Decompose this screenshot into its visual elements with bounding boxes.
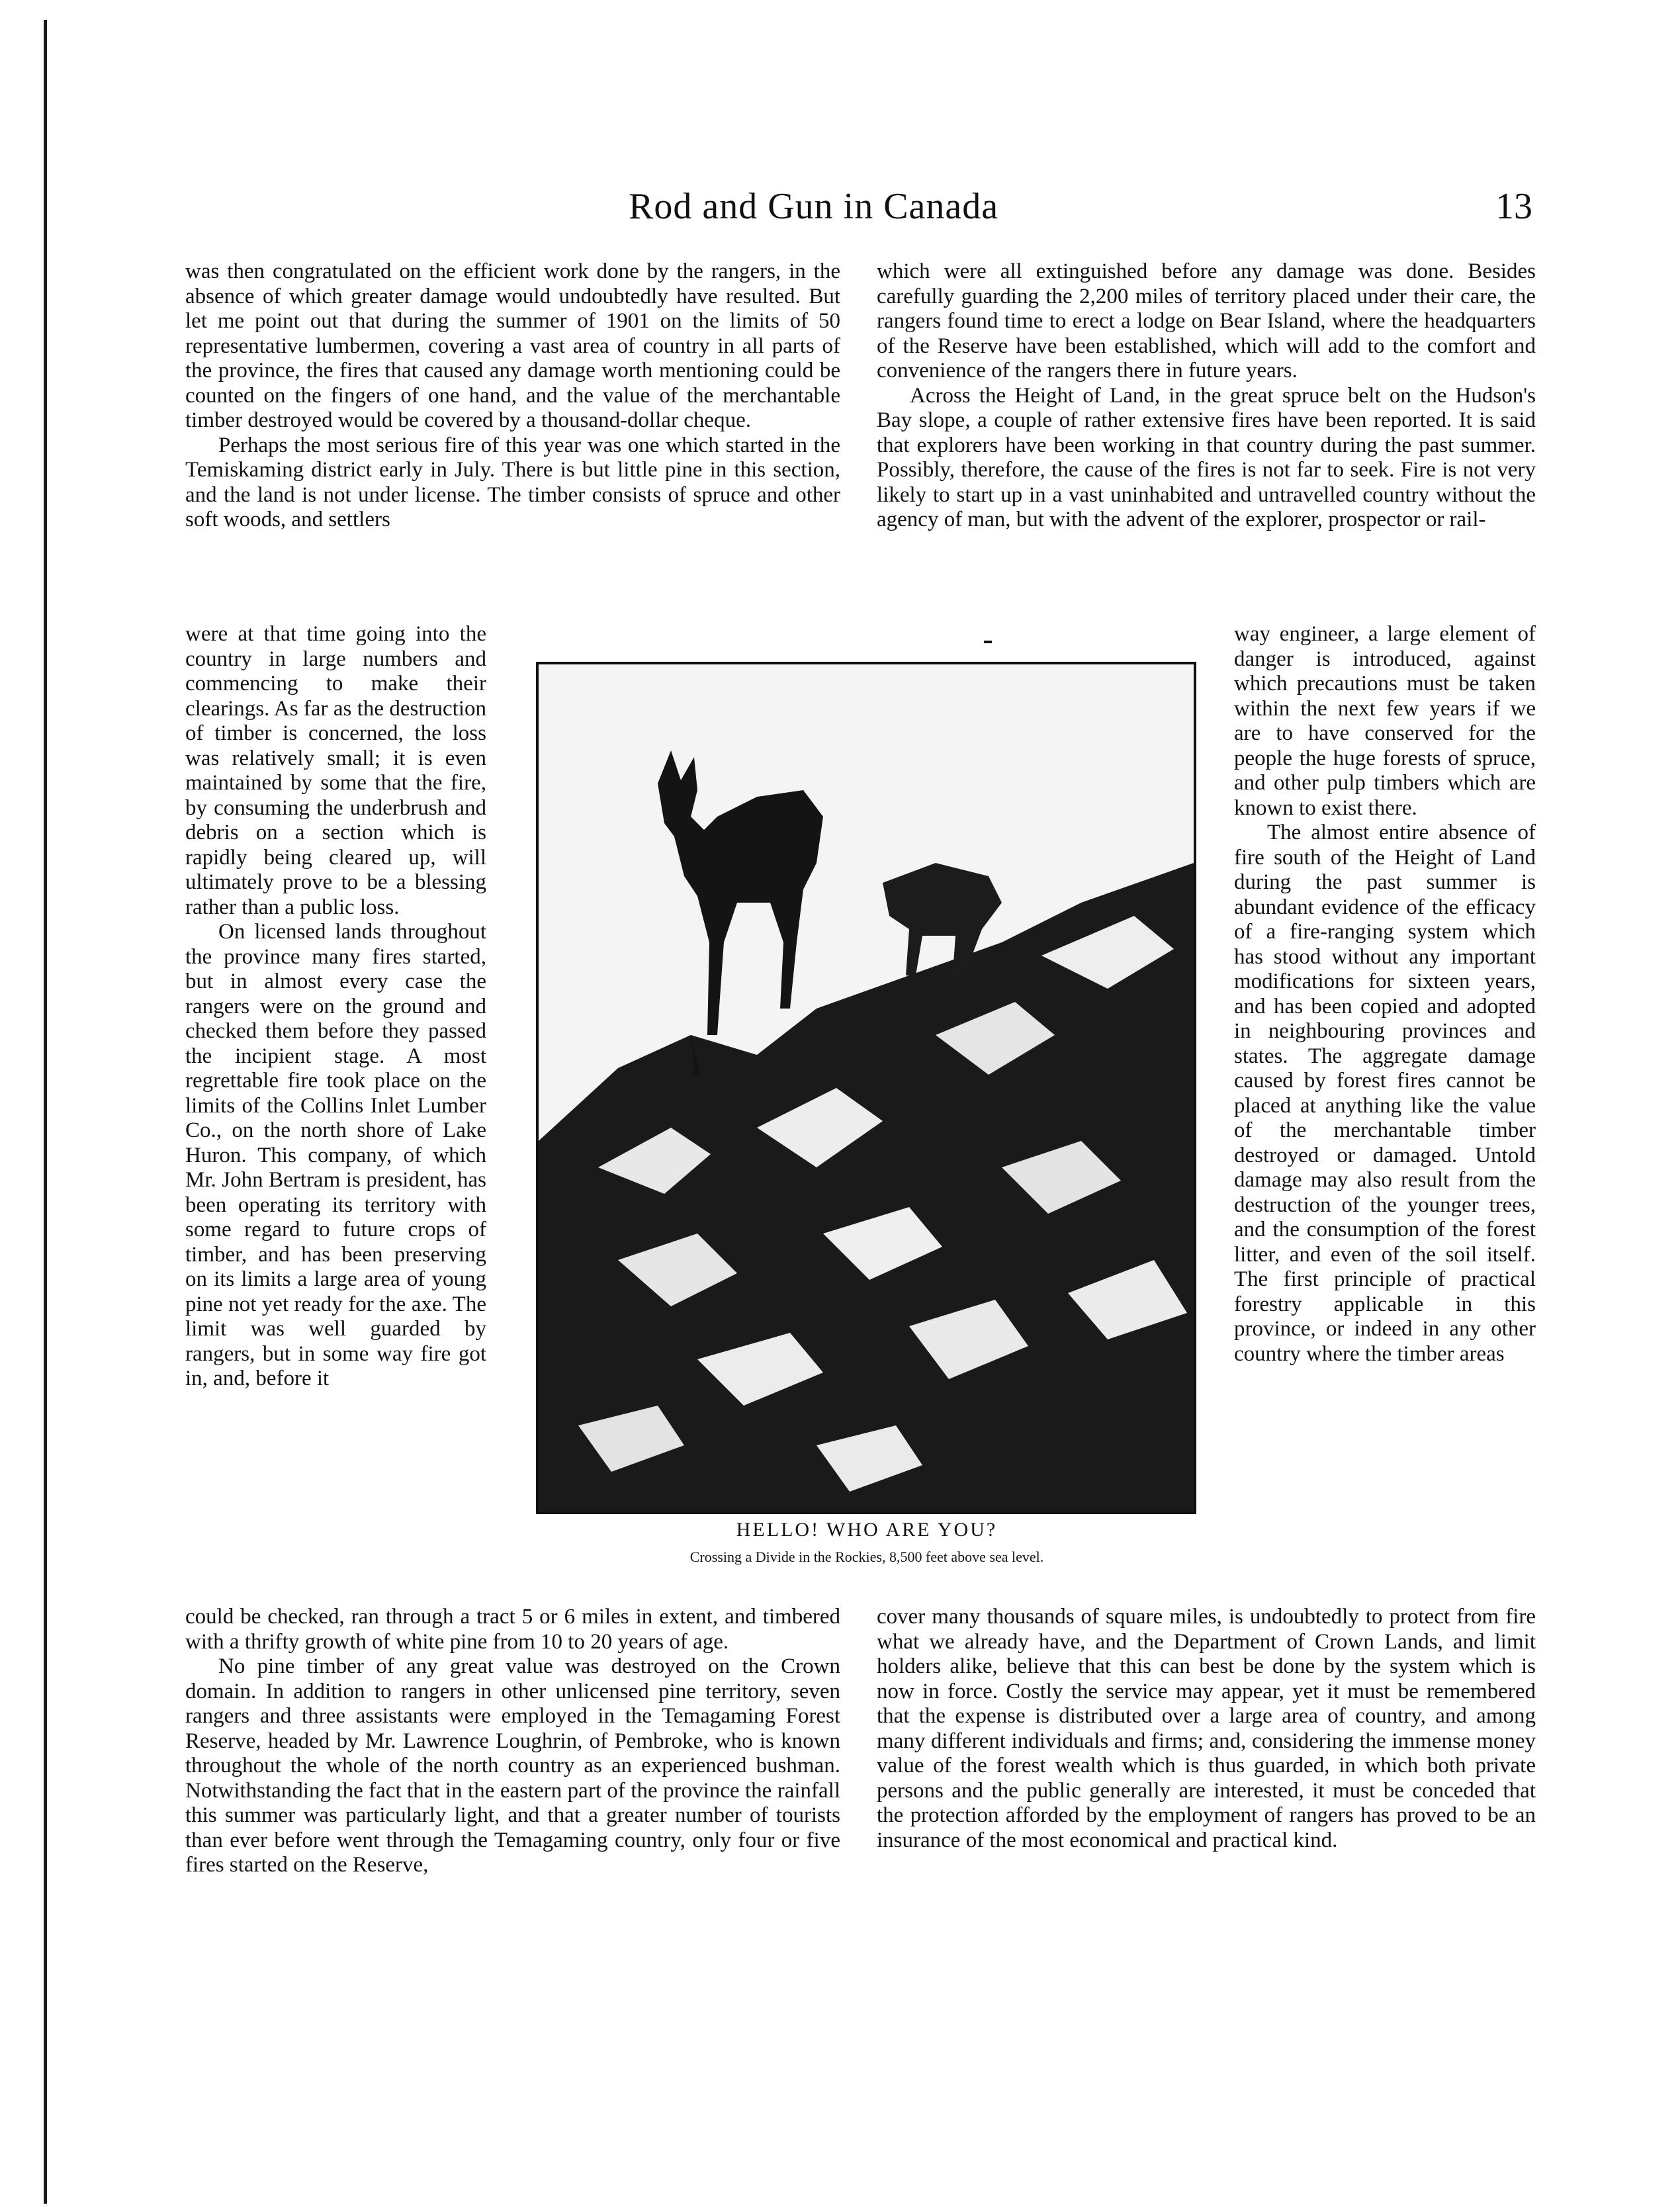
figure-title: HELLO! WHO ARE YOU?	[736, 1519, 998, 1541]
right-column-bottom	[877, 1605, 1536, 1853]
paragraph: No pine timber of any great value was destroyed on the Crown domain. In addition to rangers in other unlicensed pine territory, seven rangers and three assistants were employed in the Temagaming Forest Reserve, headed by Mr. Lawrence Loughrin, of Pembroke, who is known throughout the whole of the north country as an experienced bushman. Notwithstanding the fact that in the eastern part of the province the rainfall this summer was particularly light, and that a greater number of tourists than ever before went through the Temagaming country, only four or five fires started on the Reserve,	[185, 1654, 840, 1877]
paragraph: The almost entire absence of fire south of the Height of Land during the past summer is abundant evidence of the efficacy of a fire-ranging system which has stood without any important modifications for sixteen years, and has been copied and adopted in neighbouring provinces and states. The aggregate damage caused by forest fires cannot be placed at anything like the value of the merchantable timber destroyed or damaged. Untold damage may also result from the destruction of the younger trees, and the consumption of the forest litter, and even of the soil itself. The first principle of practical forestry applicable in this province, or indeed in any other country where the timber areas	[1234, 821, 1536, 1366]
paragraph: On licensed lands throughout the province many fires started, but in almost every case the rangers were on the ground and checked them before they passed the incipient stage. A most regrettable fire took place on the limits of the Collins Inlet Lumber Co., on the north shore of Lake Huron. This company, of which Mr. John Bertram is president, has been operating its territory with some regard to future crops of timber, and has been preserving on its limits a large area of young pine not yet ready for the axe. The limit was well guarded by rangers, but in some way fire got in, and, before it	[185, 920, 486, 1390]
paragraph: which were all extinguished before any damage was done. Besides carefully guarding the 2,200 miles of territory placed under their care, the rangers found time to erect a lodge on Bear Island, where the headquarters of the Reserve have been established, which will add to the comfort and convenience of the rangers there in future years.	[877, 259, 1536, 383]
paragraph: was then congratulated on the efficient work done by the rangers, in the absence of which greater damage would undoubtedly have resulted. But let me point out that during the summer of 1901 on the limits of 50 representative lumbermen, covering a vast area of country in all parts of the province, the fires that caused any damage worth mentioning could be counted on the fingers of one hand, and the value of the merchantable timber destroyed would be covered by a thousand-dollar cheque.	[185, 259, 840, 432]
paragraph: Across the Height of Land, in the great spruce belt on the Hudson's Bay slope, a couple of rather extensive fires have been reported. It is said that explorers have been working in that country during the past summer. Possibly, therefore, the cause of the fires is not far to seek. Fire is not very likely to start up in a vast uninhabited and untravelled country without the agency of man, but with the advent of the explorer, prospector or rail-	[877, 383, 1536, 531]
paragraph: Perhaps the most serious fire of this year was one which started in the Temiskaming district early in July. There is but little pine in this section, and the land is not under license. The timber consists of spruce and other soft woods, and settlers	[185, 433, 840, 531]
photo-illustration	[539, 664, 1194, 1511]
dash-mark	[984, 641, 992, 643]
left-column-beside-figure	[185, 622, 486, 1392]
left-column-top	[185, 259, 840, 533]
page-header-title: Rod and Gun in Canada	[629, 186, 999, 227]
paragraph: could be checked, ran through a tract 5 or 6 miles in extent, and timbered with a thrifty growth of white pine from 10 to 20 years of age.	[185, 1605, 840, 1654]
left-column-bottom	[185, 1605, 840, 1878]
right-column-top	[877, 259, 1536, 533]
page-number: 13	[1495, 186, 1532, 227]
binding-edge-line	[44, 20, 47, 2204]
paragraph: way engineer, a large element of danger is introduced, against which precautions must be taken within the next few years if we are to have conserved for the people the huge forests of spruce, and other pulp timbers which are known to exist there.	[1234, 622, 1536, 820]
paragraph: cover many thousands of square miles, is undoubtedly to protect from fire what we already have, and the Department of Crown Lands, and limit holders alike, believe that this can best be done by the system which is now in force. Costly the service may appear, yet it must be remembered that the expense is distributed over a large area of country, and among many different individuals and firms; and, considering the immense money value of the forest wealth which is thus guarded, in which both private persons and the public generally are interested, it must be conceded that the protection afforded by the employment of rangers has proved to be an insurance of the most economical and practical kind.	[877, 1605, 1536, 1852]
photo-deer-on-rocks	[536, 662, 1196, 1514]
figure-caption: Crossing a Divide in the Rockies, 8,500 feet above sea level.	[689, 1549, 1044, 1565]
right-column-beside-figure	[1234, 622, 1536, 1367]
paragraph: were at that time going into the country in large numbers and commencing to make their clearings. As far as the destruction of timber is concerned, the loss was relatively small; it is even maintained by some that the fire, by consuming the underbrush and debris on a section which is rapidly being cleared up, will ultimately prove to be a blessing rather than a public loss.	[185, 622, 486, 919]
